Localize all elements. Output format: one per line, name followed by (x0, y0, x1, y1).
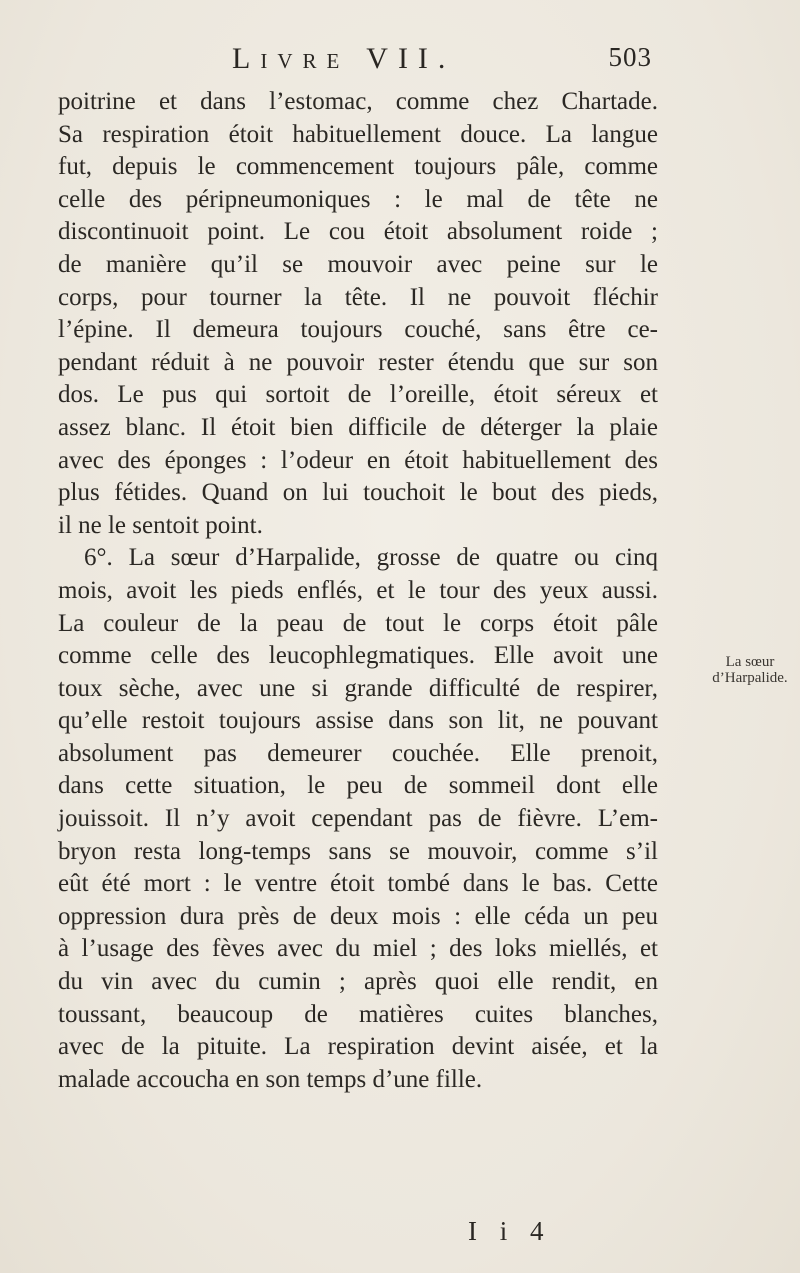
text-line: assez blanc. Il étoit bien difficile de déterger la plaie (58, 413, 658, 441)
text-line: qu’elle restoit toujours assise dans son lit, ne pouvant (58, 707, 658, 735)
text-line: comme celle des leucophlegmatiques. Elle avoit une (58, 642, 658, 670)
page-header (232, 42, 652, 82)
text-line: poitrine et dans l’estomac, comme chez Chartade. (58, 88, 658, 115)
signature-mark: I i 4 (468, 1216, 552, 1246)
text-line: malade accoucha en son temps d’une fille. (58, 1065, 483, 1093)
text-line: mois, avoit les pieds enflés, et le tour des yeux aussi. (58, 576, 658, 604)
text-line: dans cette situation, le peu de sommeil dont elle (58, 772, 658, 800)
text-line: corps, pour tourner la tête. Il ne pouvoit fléchir (58, 283, 658, 311)
text-line: jouissoit. Il n’y avoit cependant pas de fièvre. L’em- (58, 805, 658, 833)
text-line: oppression dura près de deux mois : elle céda un peu (58, 902, 658, 930)
text-line: 6°. La sœur d’Harpalide, grosse de quatre ou cinq (84, 544, 658, 572)
text-line: bryon resta long-temps sans se mouvoir, comme s’il (58, 837, 658, 865)
text-line: La couleur de la peau de tout le corps étoit pâle (58, 609, 658, 637)
text-line: eût été mort : le ventre étoit tombé dans le bas. Cette (58, 870, 658, 898)
marginal-note-line: d’Harpalide. (712, 670, 788, 686)
marginal-note (705, 654, 795, 686)
page-number: 503 (608, 42, 652, 72)
text-line: absolument pas demeurer couchée. Elle prenoit, (58, 739, 658, 767)
text-line: celle des péripneumoniques : le mal de tête ne (58, 185, 658, 213)
marginal-note-line: La sœur (725, 654, 775, 670)
body-text (58, 86, 658, 1096)
text-line: toux sèche, avec une si grande difficulté de respirer, (58, 674, 658, 702)
text-line: l’épine. Il demeura toujours couché, sans être ce- (58, 316, 658, 344)
text-line: plus fétides. Quand on lui touchoit le bout des pieds, (58, 479, 658, 507)
text-line: pendant réduit à ne pouvoir rester étendu que sur son (58, 348, 658, 376)
text-line: avec des éponges : l’odeur en étoit habituellement des (58, 446, 658, 474)
text-line: il ne le sentoit point. (58, 511, 263, 539)
running-title: Livre VII. (232, 42, 456, 75)
text-line: à l’usage des fèves avec du miel ; des loks miellés, et (58, 935, 658, 963)
text-line: discontinuoit point. Le cou étoit absolument roide ; (58, 218, 658, 246)
text-line: Sa respiration étoit habituellement douce. La langue (58, 120, 658, 148)
text-line: fut, depuis le commencement toujours pâle, comme (58, 153, 658, 181)
text-line: avec de la pituite. La respiration devint aisée, et la (58, 1033, 658, 1061)
text-line: dos. Le pus qui sortoit de l’oreille, étoit séreux et (58, 381, 658, 409)
text-line: toussant, beaucoup de matières cuites blanches, (58, 1000, 658, 1028)
text-line: du vin avec du cumin ; après quoi elle rendit, en (58, 968, 658, 996)
text-line: de manière qu’il se mouvoir avec peine sur le (58, 250, 658, 278)
